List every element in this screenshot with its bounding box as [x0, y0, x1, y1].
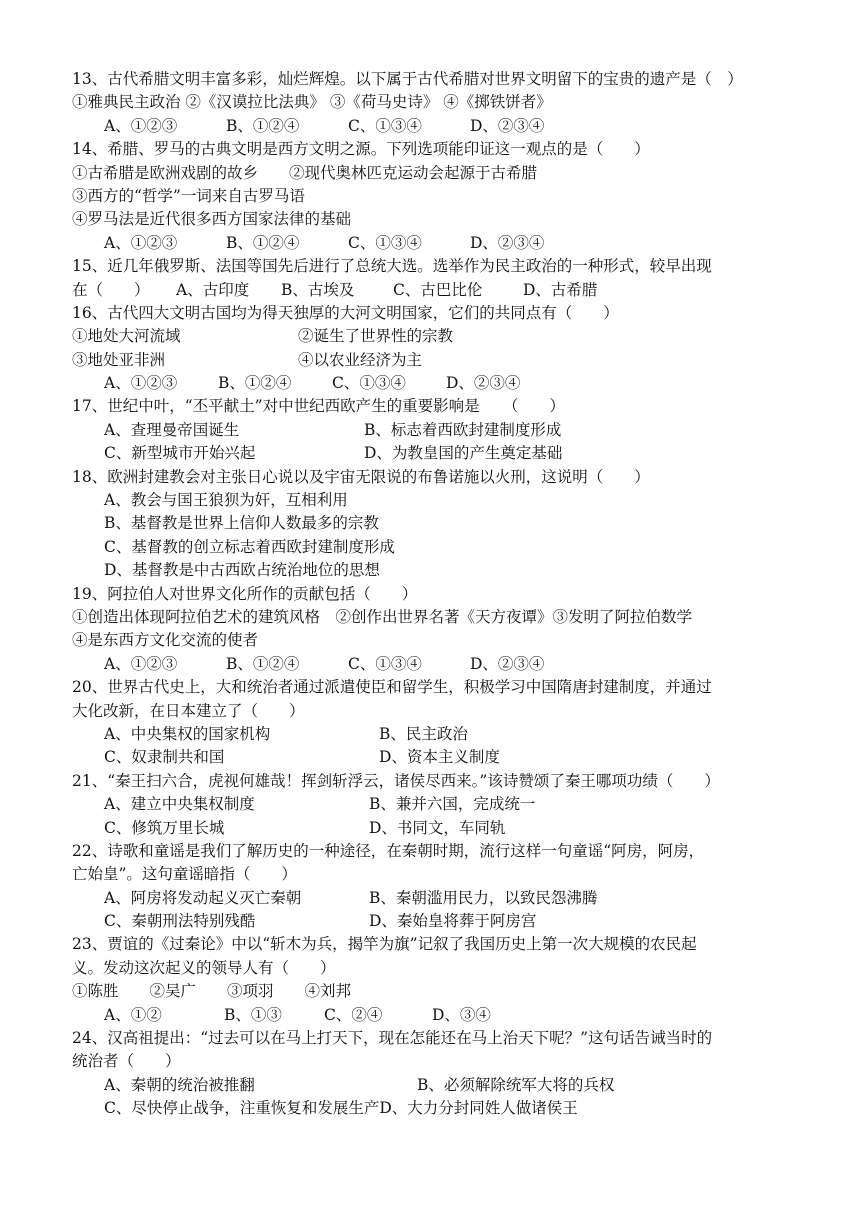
question-14-item-line: ③西方的“哲学”一词来自古罗马语: [72, 186, 305, 205]
question-19-item-line: ①创造出体现阿拉伯艺术的建筑风格 ②创作出世界名著《天方夜谭》③发明了阿拉伯数学: [72, 607, 693, 626]
exam-page: [72, 68, 802, 1121]
question-20-options-row: [72, 746, 802, 769]
question-15-stem-tail: 在（ ）: [72, 280, 150, 299]
option-c: C、新型城市开始兴起: [104, 444, 256, 463]
option-d: D、古希腊: [523, 280, 598, 299]
question-17-options-row: [72, 419, 802, 442]
question-14-stem: 14、希腊、罗马的古典文明是西方文明之源。下列选项能印证这一观点的是（ ）: [72, 140, 650, 159]
question-21-options-row: [72, 817, 802, 840]
option-b: B、①②④: [226, 116, 300, 135]
question-16-item: ②诞生了世界性的宗教: [298, 327, 454, 346]
option-d: D、大力分封同姓人做诸侯王: [379, 1099, 578, 1118]
option-c: C、尽快停止战争，注重恢复和发展生产: [104, 1099, 380, 1118]
question-24-stem-cont: 统治者（ ）: [72, 1052, 181, 1071]
question-23-items: ①陈胜 ②吴广 ③项羽 ④刘邦: [72, 982, 352, 1001]
option-c: C、①③④: [332, 374, 406, 393]
option-b: B、基督教是世界上信仰人数最多的宗教: [104, 514, 379, 533]
option-c: C、修筑万里长城: [104, 818, 225, 837]
question-16-stem: 16、古代四大文明古国均为得天独厚的大河文明国家，它们的共同点有（ ）: [72, 303, 619, 322]
question-15-stem: 15、近几年俄罗斯、法国等国先后进行了总统大选。选举作为民主政治的一种形式，较早出现: [72, 257, 712, 276]
question-16-item: ③地处亚非洲: [72, 350, 166, 369]
question-21-stem: 21、“秦王扫六合，虎视何雄哉！挥剑斩浮云，诸侯尽西来。”该诗赞颂了秦王哪项功绩（ ）: [72, 771, 720, 790]
question-13-options: [72, 115, 802, 138]
question-13-items: ①雅典民主政治 ②《汉谟拉比法典》 ③《荷马史诗》 ④《掷铁饼者》: [72, 93, 552, 112]
option-a: A、秦朝的统治被推翻: [104, 1075, 255, 1094]
option-d: D、资本主义制度: [379, 748, 500, 767]
question-16-item: ④以农业经济为主: [298, 350, 423, 369]
question-23-stem-cont: 义。发动这次起义的领导人有（ ）: [72, 958, 336, 977]
question-19-options: [72, 653, 802, 676]
question-24-stem: 24、汉高祖提出：“过去可以在马上打天下，现在怎能还在马上治天下呢？”这句话告诫当时的: [72, 1029, 713, 1048]
option-a: A、①②③: [104, 374, 178, 393]
question-21-options-row: [72, 793, 802, 816]
option-b: B、①③: [224, 1005, 282, 1024]
option-a: A、①②: [104, 1005, 162, 1024]
option-b: B、①②④: [218, 374, 292, 393]
option-d: D、②③④: [470, 116, 545, 135]
option-a: A、建立中央集权制度: [104, 795, 255, 814]
option-c: C、①③④: [348, 233, 422, 252]
option-a: A、教会与国王狼狈为奸，互相利用: [104, 491, 348, 510]
option-c: C、奴隶制共和国: [104, 748, 225, 767]
option-c: C、基督教的创立标志着西欧封建制度形成: [104, 537, 395, 556]
option-d: D、②③④: [470, 654, 545, 673]
question-20-stem-cont: 大化改新，在日本建立了（ ）: [72, 701, 305, 720]
question-24-options-row: [72, 1074, 802, 1097]
option-a: A、古印度: [176, 280, 250, 299]
option-b: B、古埃及: [281, 280, 355, 299]
question-19-item-line: ④是东西方文化交流的使者: [72, 631, 259, 650]
question-22-stem: 22、诗歌和童谣是我们了解历史的一种途径，在秦朝时期，流行这样一句童谣“阿房，阿房，: [72, 841, 705, 860]
question-13-stem: 13、古代希腊文明丰富多彩，灿烂辉煌。以下属于古代希腊对世界文明留下的宝贵的遗产是（ ）: [72, 70, 743, 88]
question-20-stem: 20、世界古代史上，大和统治者通过派遣使臣和留学生，积极学习中国隋唐封建制度，并通过: [72, 678, 712, 697]
option-b: B、兼并六国，完成统一: [369, 795, 536, 814]
option-a: A、①②③: [104, 116, 178, 135]
question-16-options: [72, 372, 802, 395]
option-b: B、秦朝滥用民力，以致民怨沸腾: [369, 888, 598, 907]
option-b: B、①②④: [226, 233, 300, 252]
question-15-options: [72, 279, 802, 302]
question-14-options: [72, 232, 802, 255]
option-b: B、标志着西欧封建制度形成: [364, 420, 562, 439]
option-c: C、①③④: [348, 654, 422, 673]
question-18-stem: 18、欧洲封建教会对主张日心说以及宇宙无限说的布鲁诺施以火刑，这说明（ ）: [72, 467, 650, 486]
option-c: C、古巴比伦: [393, 280, 483, 299]
question-20-options-row: [72, 723, 802, 746]
option-d: D、②③④: [446, 374, 521, 393]
question-24-options-row: [72, 1097, 802, 1120]
option-d: D、秦始皇将葬于阿房宫: [369, 912, 537, 931]
option-b: B、民主政治: [379, 724, 468, 743]
question-16-item-row: [72, 349, 802, 372]
option-c: C、①③④: [348, 116, 422, 135]
question-22-stem-cont: 亡始皇”。这句童谣暗指（ ）: [72, 865, 297, 884]
option-b: B、必须解除统军大将的兵权: [417, 1075, 615, 1094]
option-d: D、基督教是中古西欧占统治地位的思想: [104, 561, 380, 580]
option-a: A、查理曼帝国诞生: [104, 420, 240, 439]
question-22-options-row: [72, 887, 802, 910]
question-16-item-row: [72, 325, 802, 348]
option-a: A、阿房将发动起义灭亡秦朝: [104, 888, 302, 907]
option-b: B、①②④: [226, 654, 300, 673]
option-d: D、②③④: [470, 233, 545, 252]
question-23-options: [72, 1004, 802, 1027]
option-d: D、③④: [432, 1005, 491, 1024]
option-c: C、秦朝刑法特别残酷: [104, 912, 256, 931]
question-23-stem: 23、贾谊的《过秦论》中以“斩木为兵，揭竿为旗”记叙了我国历史上第一次大规模的农民起: [72, 935, 697, 954]
option-a: A、①②③: [104, 233, 178, 252]
question-17-options-row: [72, 442, 802, 465]
option-c: C、②④: [324, 1005, 383, 1024]
question-19-stem: 19、阿拉伯人对世界文化所作的贡献包括（ ）: [72, 584, 418, 603]
option-a: A、①②③: [104, 654, 178, 673]
question-22-options-row: [72, 910, 802, 933]
option-d: D、为教皇国的产生奠定基础: [364, 444, 563, 463]
option-d: D、书同文，车同轨: [369, 818, 506, 837]
question-14-item-line: ④罗马法是近代很多西方国家法律的基础: [72, 210, 352, 229]
question-17-stem: 17、世纪中叶，“丕平献土”对中世纪西欧产生的重要影响是 （ ）: [72, 397, 565, 416]
question-14-item-line: ①古希腊是欧洲戏剧的故乡 ②现代奥林匹克运动会起源于古希腊: [72, 163, 538, 182]
option-a: A、中央集权的国家机构: [104, 724, 271, 743]
question-16-item: ①地处大河流域: [72, 327, 181, 346]
